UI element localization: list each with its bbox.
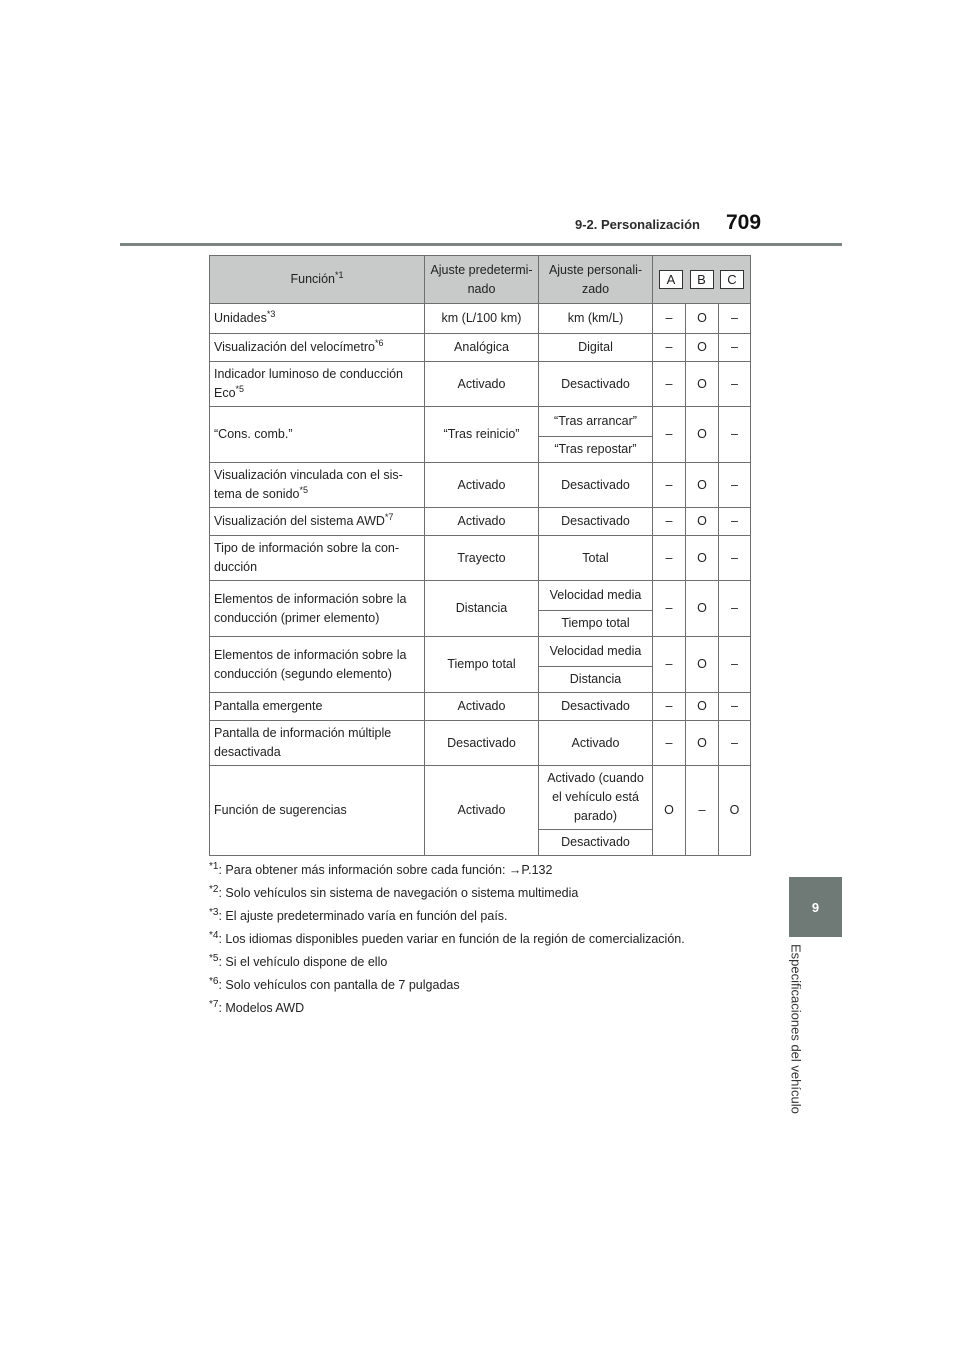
cell-c: –: [719, 304, 751, 334]
cell-a: –: [653, 362, 686, 407]
cell-b: O: [686, 637, 719, 693]
cell-function: Pantalla emergente: [210, 693, 425, 721]
cell-default: Analógica: [425, 334, 539, 362]
cell-a: –: [653, 693, 686, 721]
cell-b: O: [686, 581, 719, 637]
cell-default: Trayecto: [425, 536, 539, 581]
cell-default: km (L/100 km): [425, 304, 539, 334]
cell-b: O: [686, 334, 719, 362]
header-abc: [653, 256, 751, 304]
cell-function: Unidades$^{*3}$: [210, 304, 425, 334]
cell-function: Visualización vinculada con el sis-tema de sonido$^{*5}$: [210, 463, 425, 508]
footnote-text: : El ajuste predeterminado varía en función del país.: [218, 909, 508, 924]
cell-custom: Activado: [539, 721, 653, 766]
cell-function: Elementos de información sobre la conducción (primer elemento): [210, 581, 425, 637]
table-body: [210, 304, 751, 856]
table-row: [210, 304, 751, 334]
cell-a: O: [653, 766, 686, 856]
settings-table: [209, 255, 751, 856]
table-row: [210, 407, 751, 437]
footnote-text: : Solo vehículos sin sistema de navegación o sistema multimedia: [218, 886, 579, 901]
cell-c: –: [719, 637, 751, 693]
cell-c: –: [719, 463, 751, 508]
cell-function: Tipo de información sobre la con-ducción: [210, 536, 425, 581]
footnote-item: [209, 947, 769, 970]
cell-default: Activado: [425, 766, 539, 856]
letter-c-icon: C: [720, 270, 744, 289]
header-divider: [120, 243, 842, 246]
footnote-mark: *7: [209, 999, 219, 1010]
cell-b: O: [686, 508, 719, 536]
cell-default: Tiempo total: [425, 637, 539, 693]
cell-custom: “Tras repostar”: [539, 437, 653, 463]
cell-a: –: [653, 637, 686, 693]
cell-a: –: [653, 304, 686, 334]
table-row: [210, 766, 751, 830]
footnote-mark: *5: [209, 953, 219, 964]
header-function: Función$^{*1}$: [210, 256, 425, 304]
cell-default: Activado: [425, 508, 539, 536]
footnotes: [209, 855, 769, 1016]
cell-custom: Desactivado: [539, 362, 653, 407]
cell-default: Desactivado: [425, 721, 539, 766]
section-title: 9-2. Personalización: [575, 217, 700, 232]
cell-default: Activado: [425, 463, 539, 508]
cell-custom: Velocidad media: [539, 581, 653, 611]
cell-c: –: [719, 721, 751, 766]
table-row: [210, 334, 751, 362]
table-row: [210, 536, 751, 581]
cell-c: –: [719, 407, 751, 463]
cell-custom: Digital: [539, 334, 653, 362]
cell-b: –: [686, 766, 719, 856]
cell-function: Visualización del sistema AWD$^{*7}$: [210, 508, 425, 536]
cell-custom: Desactivado: [539, 830, 653, 856]
cell-a: –: [653, 581, 686, 637]
cell-b: O: [686, 463, 719, 508]
cell-custom: Activado (cuando el vehículo está parado): [539, 766, 653, 830]
footnote-item: [209, 970, 769, 993]
footnote-item: [209, 993, 769, 1016]
footnote-text: : Si el vehículo dispone de ello: [218, 955, 388, 970]
cell-function: Función de sugerencias: [210, 766, 425, 856]
table-row: [210, 721, 751, 766]
table-row: [210, 581, 751, 611]
cell-default: Activado: [425, 362, 539, 407]
cell-a: –: [653, 536, 686, 581]
table-row: [210, 637, 751, 667]
cell-custom: Desactivado: [539, 508, 653, 536]
cell-a: –: [653, 334, 686, 362]
cell-custom: km (km/L): [539, 304, 653, 334]
cell-custom: “Tras arrancar”: [539, 407, 653, 437]
footnote-mark: *6: [209, 976, 219, 987]
cell-function: Indicador luminoso de conducción Eco$^{*5}$: [210, 362, 425, 407]
table-header: [210, 256, 751, 304]
cell-custom: Distancia: [539, 667, 653, 693]
chapter-number: 9: [811, 899, 820, 915]
footnote-text: : Modelos AWD: [218, 1001, 305, 1016]
header-custom: Ajuste personali-zado: [539, 256, 653, 304]
cell-a: –: [653, 721, 686, 766]
footnote-text: : Solo vehículos con pantalla de 7 pulgadas: [218, 978, 460, 993]
cell-b: O: [686, 407, 719, 463]
cell-b: O: [686, 721, 719, 766]
header-default: Ajuste predetermi-nado: [425, 256, 539, 304]
cell-custom: Desactivado: [539, 463, 653, 508]
cell-a: –: [653, 508, 686, 536]
letter-b-icon: B: [690, 270, 714, 289]
footnote-item: [209, 901, 769, 924]
cell-c: O: [719, 766, 751, 856]
table-row: [210, 693, 751, 721]
footnote-mark: *3: [209, 907, 219, 918]
chapter-tab: [789, 877, 842, 937]
cell-function: Elementos de información sobre la conducción (segundo elemento): [210, 637, 425, 693]
cell-a: –: [653, 407, 686, 463]
cell-c: –: [719, 334, 751, 362]
cell-default: “Tras reinicio”: [425, 407, 539, 463]
cell-custom: Tiempo total: [539, 611, 653, 637]
cell-a: –: [653, 463, 686, 508]
table-row: [210, 463, 751, 508]
cell-custom: Desactivado: [539, 693, 653, 721]
letter-a-icon: A: [659, 270, 683, 289]
cell-c: –: [719, 693, 751, 721]
cell-b: O: [686, 362, 719, 407]
cell-b: O: [686, 693, 719, 721]
cell-b: O: [686, 304, 719, 334]
footnote-text: : Los idiomas disponibles pueden variar en función de la región de comercialización.: [218, 932, 685, 947]
footnote-text: : Para obtener más información sobre cada función: →P.132: [218, 863, 553, 878]
page-number: 709: [726, 211, 762, 234]
cell-default: Distancia: [425, 581, 539, 637]
cell-c: –: [719, 362, 751, 407]
footnote-mark: *4: [209, 930, 219, 941]
table-row: [210, 362, 751, 407]
cell-function: Visualización del velocímetro$^{*6}$: [210, 334, 425, 362]
footnote-item: [209, 878, 769, 901]
cell-b: O: [686, 536, 719, 581]
cell-c: –: [719, 581, 751, 637]
footnote-mark: *1: [209, 861, 219, 872]
cell-custom: Velocidad media: [539, 637, 653, 667]
footnote-item: [209, 855, 769, 878]
cell-default: Activado: [425, 693, 539, 721]
cell-function: “Cons. comb.”: [210, 407, 425, 463]
footnote-mark: *2: [209, 884, 219, 895]
table-row: [210, 508, 751, 536]
cell-c: –: [719, 508, 751, 536]
cell-custom: Total: [539, 536, 653, 581]
cell-function: Pantalla de información múltiple desactivada: [210, 721, 425, 766]
footnote-item: [209, 924, 769, 947]
cell-c: –: [719, 536, 751, 581]
chapter-label: Especificaciones del vehículo: [788, 944, 804, 1114]
